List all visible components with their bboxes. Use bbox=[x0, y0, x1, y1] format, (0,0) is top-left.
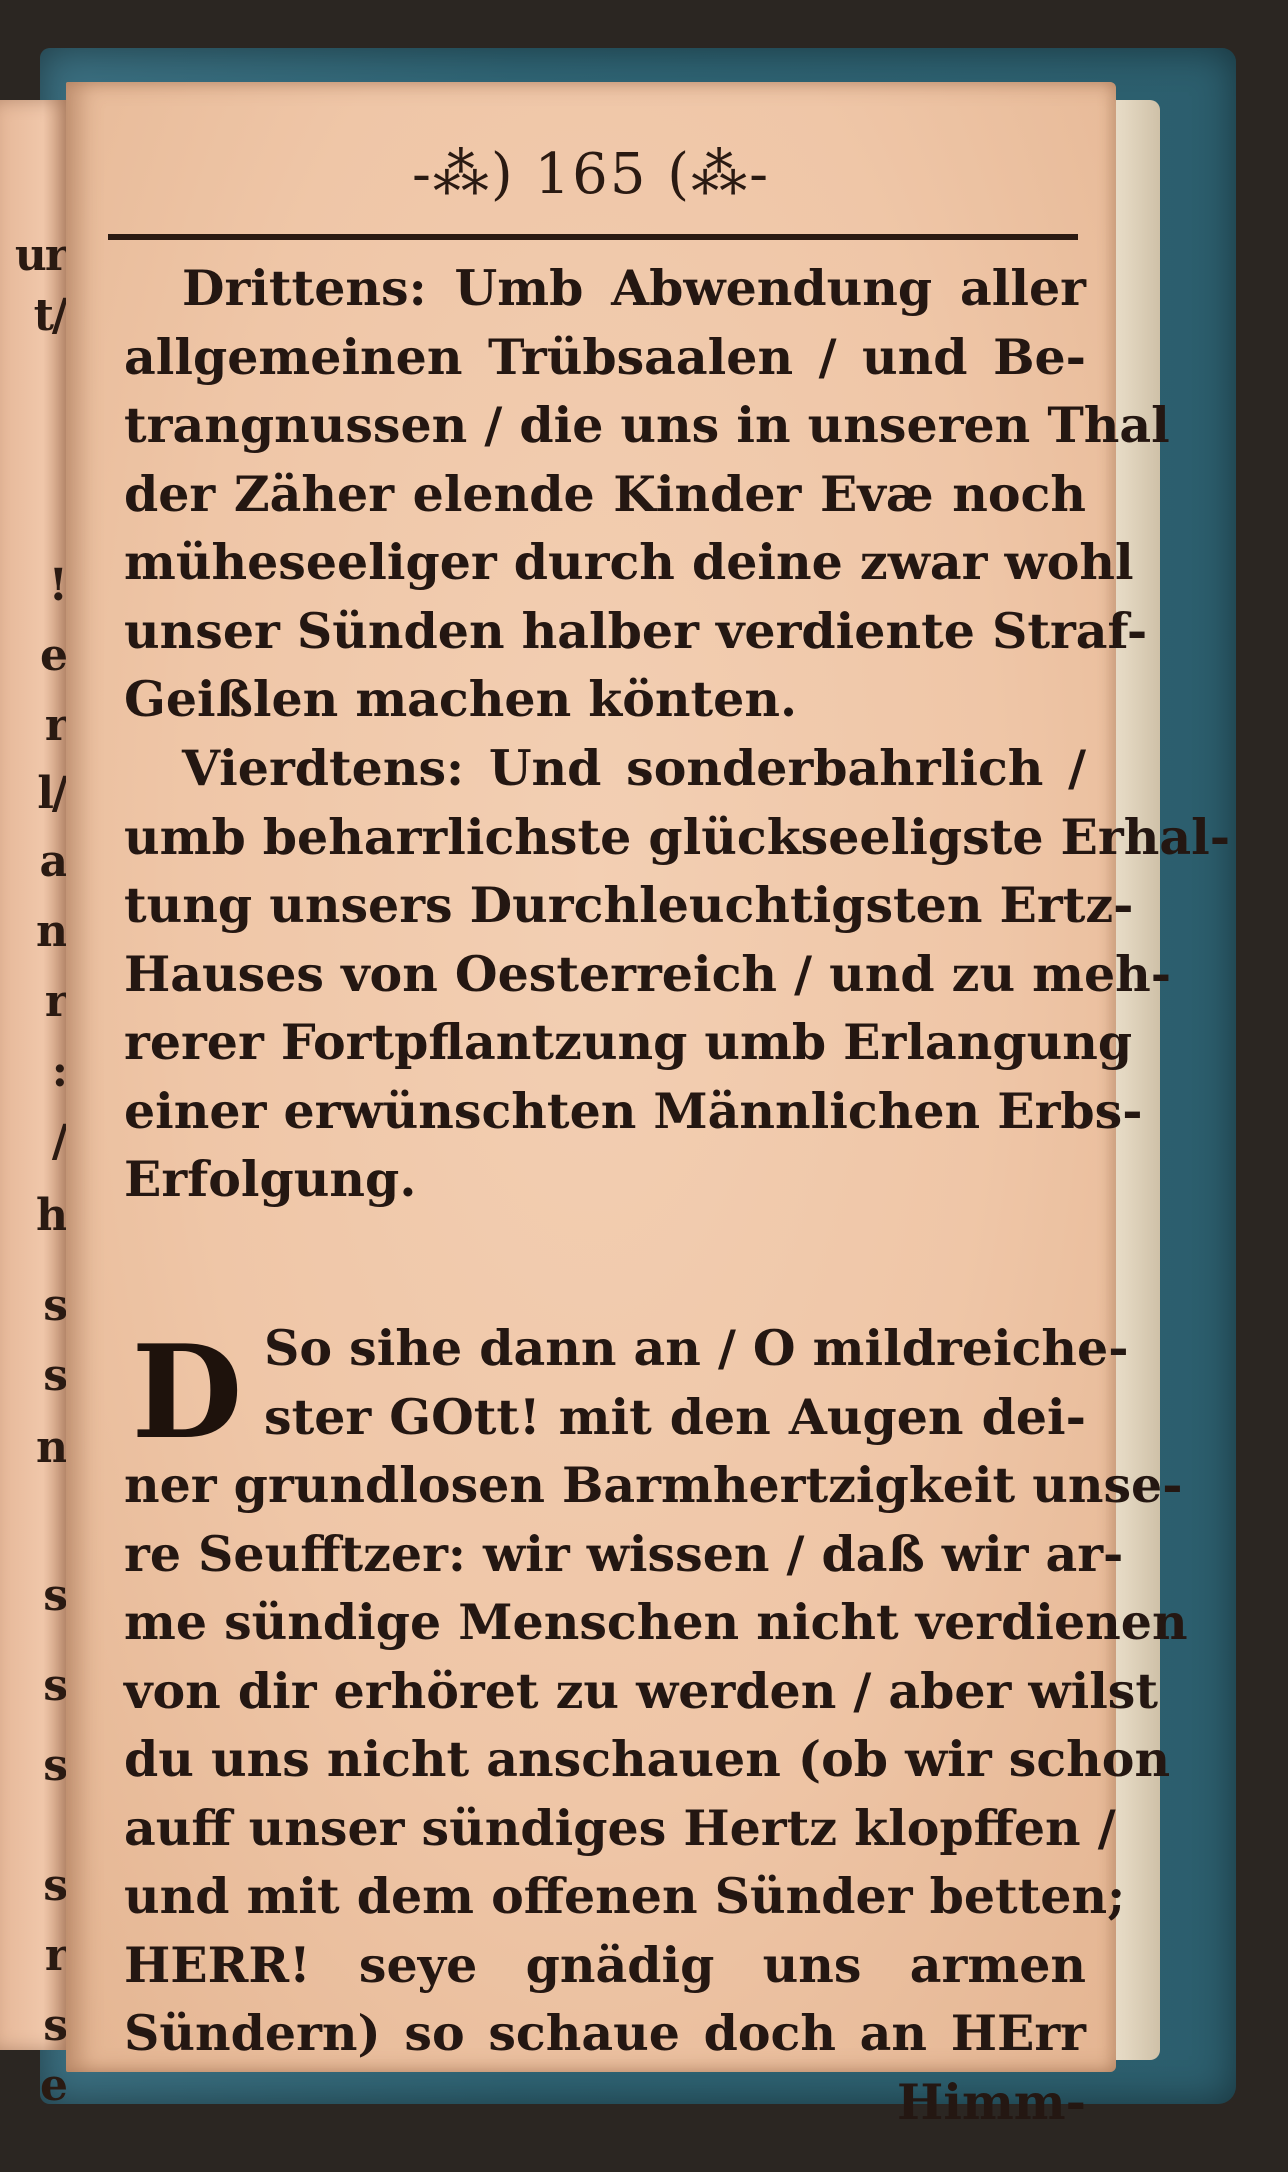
left-page-fragment: ! bbox=[48, 560, 66, 611]
text-line: Erfolgung. bbox=[124, 1150, 417, 1208]
text-line: allgemeinen Trübsaalen / und Be- bbox=[124, 327, 1086, 386]
text-line: trangnussen / die uns in unseren Thal bbox=[124, 396, 1170, 454]
left-page-fragment: r bbox=[44, 1930, 66, 1981]
paragraph-vierdtens bbox=[124, 734, 1231, 1214]
page-number-header: -⁂) 165 (⁂- bbox=[411, 142, 771, 207]
previous-page-edge bbox=[0, 100, 72, 2111]
text-line: auff unser sündiges Hertz klopffen / bbox=[124, 1798, 1116, 1857]
left-page-fragment: s bbox=[43, 1570, 66, 1621]
left-page-fragment: n bbox=[36, 1422, 66, 1473]
text-line: Sündern) so schaue doch an HErr bbox=[124, 2004, 1086, 2062]
book-page bbox=[66, 82, 1231, 2131]
text-line: unser Sünden halber verdiente Straf- bbox=[124, 601, 1148, 660]
left-page-fragment: r bbox=[44, 700, 66, 751]
left-page-fragment: ur bbox=[14, 230, 66, 281]
left-page-fragment: r bbox=[44, 976, 66, 1027]
text-line: re Seufftzer: wir wissen / daß wir ar- bbox=[124, 1524, 1124, 1583]
left-page-fragment: / bbox=[51, 1116, 66, 1167]
text-line: Vierdtens: Und sonderbahrlich / bbox=[182, 739, 1086, 797]
left-page-fragment: l/ bbox=[37, 768, 66, 819]
drop-cap-initial: D bbox=[131, 1318, 243, 1468]
left-page-fragment: t/ bbox=[33, 290, 66, 341]
text-line: müheseeliger durch deine zwar wohl bbox=[124, 533, 1134, 591]
text-line: du uns nicht anschauen (ob wir schon bbox=[124, 1730, 1171, 1788]
paragraph-so-sihe bbox=[124, 1314, 1188, 2136]
left-page-fragment: e bbox=[40, 630, 66, 681]
text-line: tung unsers Durchleuchtigsten Ertz- bbox=[124, 876, 1134, 934]
text-line: HERR! seye gnädig uns armen bbox=[124, 1935, 1086, 1994]
text-line: rerer Fortpflantzung umb Erlangung bbox=[124, 1013, 1133, 1071]
left-page-fragment: s bbox=[43, 1860, 66, 1911]
text-line: umb beharrlichste glückseeligste Erhal- bbox=[124, 807, 1231, 866]
text-line: ner grundlosen Barmhertzigkeit unse- bbox=[124, 1456, 1183, 1514]
left-page-fragment: s bbox=[43, 1740, 66, 1791]
text-line: me sündige Menschen nicht verdienen bbox=[124, 1593, 1188, 1651]
text-line: ster GOtt! mit den Augen dei- bbox=[264, 1387, 1086, 1446]
text-line: von dir erhöret zu werden / aber wilst bbox=[124, 1661, 1159, 1720]
text-line: Hauses von Oesterreich / und zu meh- bbox=[124, 944, 1172, 1003]
left-page-fragment: s bbox=[43, 1280, 66, 1331]
text-line: einer erwünschten Männlichen Erbs- bbox=[124, 1081, 1143, 1140]
left-page-fragment: a bbox=[39, 836, 66, 887]
left-page-fragment: e bbox=[40, 2060, 66, 2111]
text-line: und mit dem offenen Sünder betten; bbox=[124, 1867, 1126, 1925]
text-line: Geißlen machen könten. bbox=[124, 670, 798, 728]
text-line: So sihe dann an / O mildreiche- bbox=[264, 1319, 1129, 1377]
header-rule bbox=[108, 234, 1078, 240]
left-page-fragment: : bbox=[51, 1046, 66, 1097]
catchword: Himm- bbox=[897, 2072, 1086, 2131]
paragraph-drittens bbox=[124, 254, 1170, 734]
left-page-fragment: s bbox=[43, 1660, 66, 1711]
left-page-fragment: s bbox=[43, 2000, 66, 2051]
left-page-fragment: s bbox=[43, 1350, 66, 1401]
left-page-fragment: h bbox=[36, 1190, 66, 1241]
text-line: Drittens: Umb Abwendung aller bbox=[182, 259, 1086, 317]
text-line: der Zäher elende Kinder Evæ noch bbox=[124, 464, 1086, 523]
left-page-fragment: n bbox=[36, 906, 66, 957]
